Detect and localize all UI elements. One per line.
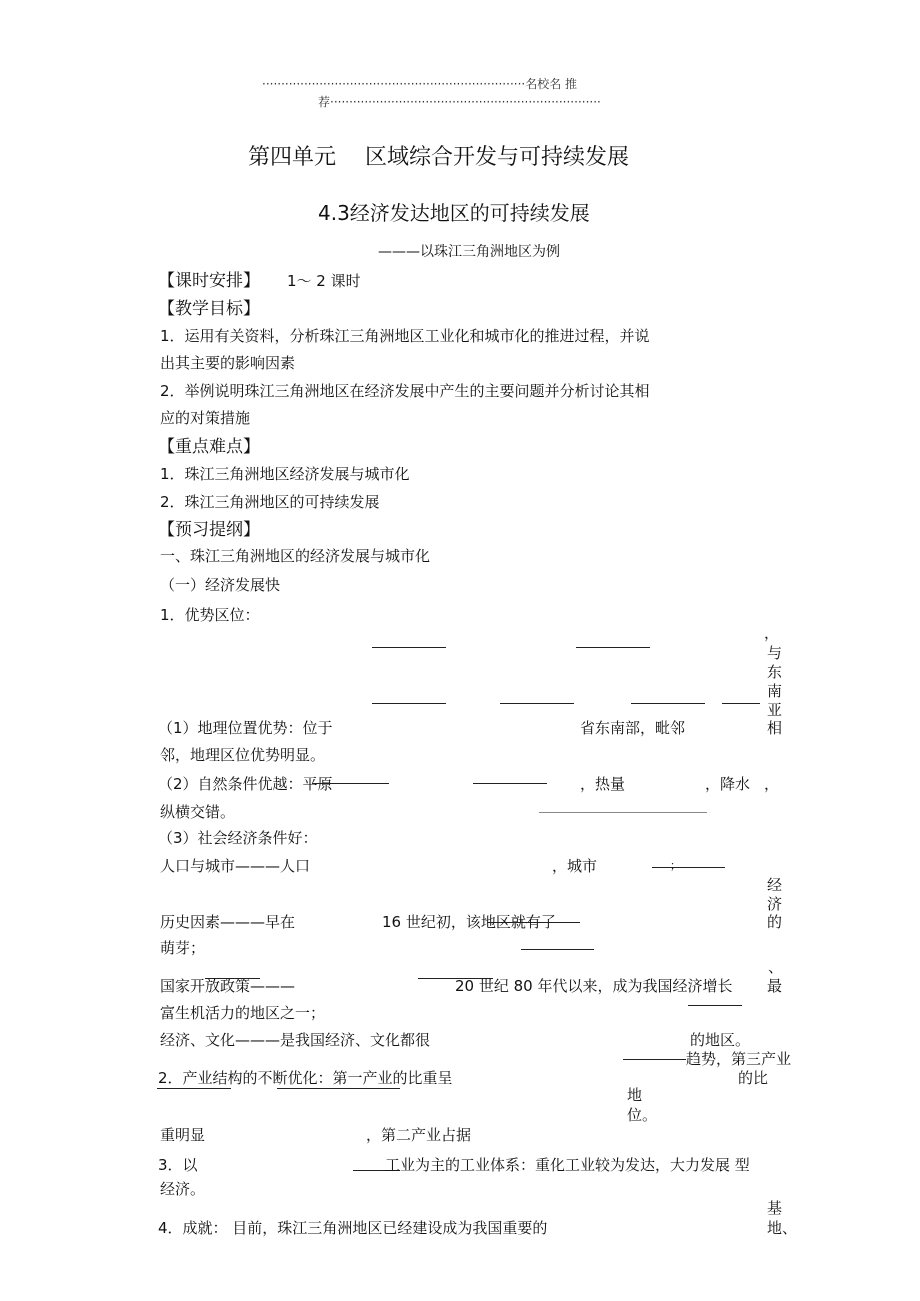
fill-blank	[500, 703, 574, 704]
industry-secondary: ，第二产业占据	[366, 1126, 472, 1144]
fill-blank	[372, 647, 446, 648]
goals-label: 【教学目标】	[158, 299, 260, 319]
item3-end: 经济。	[160, 1180, 206, 1198]
natural-end: 纵横交错。	[160, 803, 236, 821]
vertical-char: 亚	[767, 701, 783, 719]
industry-ratio: 的比	[738, 1069, 769, 1087]
culture-line: 经济、文化———是我国经济、文化都很	[160, 1031, 431, 1049]
population-line: 人口与城市———人口	[160, 857, 311, 875]
underline	[157, 1088, 231, 1089]
vertical-char: 位。	[627, 1106, 658, 1124]
fill-blank	[576, 647, 650, 648]
natural-conditions: （2）自然条件优越：平原	[158, 775, 333, 793]
header-line-1: ·····································································名校名 推	[262, 77, 578, 91]
item3-cont: 工业为主的工业体系：重化工业较为发达，大力发展 型	[385, 1156, 750, 1174]
vertical-char: 经	[767, 876, 783, 894]
geo-advantage-end: 邻，地理区位优势明显。	[160, 746, 326, 764]
history-line: 历史因素———早在	[160, 913, 296, 931]
key-point: 2．珠江三角洲地区的可持续发展	[160, 493, 380, 511]
goal-line: 应的对策措施	[160, 409, 251, 427]
item-heading: 1．优势区位：	[160, 606, 260, 624]
policy-line: 国家开放政策———	[160, 977, 296, 995]
enumeration-comma: 、	[768, 958, 784, 976]
strike-line	[623, 1059, 686, 1060]
case-note: ———以珠江三角洲地区为例	[378, 244, 560, 260]
comma: ，	[764, 624, 780, 642]
goal-line: 1．运用有关资料，分析珠江三角洲地区工业化和城市化的推进过程，并说	[160, 327, 650, 345]
item4-end: 地、	[767, 1219, 798, 1237]
natural-rain: ，降水	[705, 775, 751, 793]
header-line-2: 荐·······································································	[318, 95, 601, 109]
fill-blank	[688, 1005, 742, 1006]
industry-structure: 2．产业结构的不断优化：第一产业的比重呈	[158, 1069, 453, 1087]
underline	[277, 1088, 400, 1089]
fill-blank	[539, 812, 707, 813]
policy-char: 最	[767, 977, 783, 995]
fill-blank	[652, 867, 725, 868]
industry-cont: 重明显	[160, 1126, 206, 1144]
fill-blank	[631, 703, 705, 704]
vertical-char: 相	[767, 719, 783, 737]
subsection-heading: （一）经济发展快	[160, 576, 281, 594]
fill-blank	[372, 703, 446, 704]
history-end: 萌芽；	[160, 939, 206, 957]
goal-line: 2．举例说明珠江三角洲地区在经济发展中产生的主要问题并分析讨论其相	[160, 382, 650, 400]
lesson-title: 4.3经济发达地区的可持续发展	[318, 201, 590, 225]
comma: ，	[764, 775, 780, 793]
history-cont: 16 世纪初，该地区就有了	[382, 913, 556, 931]
social-conditions: （3）社会经济条件好：	[158, 829, 318, 847]
geo-advantage: （1）地理位置优势：位于	[158, 719, 333, 737]
section-heading: 一、珠江三角洲地区的经济发展与城市化	[160, 547, 431, 565]
industry-trend: 趋势，第三产业	[686, 1050, 792, 1068]
population-city: ，城市	[552, 857, 598, 875]
key-point: 1．珠江三角洲地区经济发展与城市化	[160, 465, 410, 483]
fill-blank	[722, 703, 760, 704]
vertical-char: 南	[767, 682, 783, 700]
culture-end: 的地区。	[690, 1031, 751, 1049]
item3: 3．以	[158, 1156, 198, 1174]
vertical-char: 济	[767, 895, 783, 913]
fill-blank	[521, 949, 594, 950]
semicolon: ；	[670, 859, 681, 872]
vertical-char: 东	[767, 663, 783, 681]
schedule-value: 1～ 2 课时	[287, 272, 361, 290]
item4: 4．成就： 目前，珠江三角洲地区已经建设成为我国重要的	[158, 1219, 548, 1237]
outline-label: 【预习提纲】	[158, 520, 260, 540]
goal-line: 出其主要的影响因素	[160, 354, 296, 372]
vertical-char: 基	[767, 1199, 783, 1217]
vertical-char: 与	[767, 644, 783, 662]
policy-end: 富生机活力的地区之一；	[160, 1004, 326, 1022]
fill-blank	[312, 783, 389, 784]
geo-advantage-cont: 省东南部，毗邻	[580, 719, 686, 737]
unit-title: 第四单元 区域综合开发与可持续发展	[248, 145, 629, 170]
vertical-char: 的	[767, 913, 783, 931]
schedule-label: 【课时安排】	[158, 271, 260, 291]
fill-blank	[473, 783, 547, 784]
strike-line	[487, 922, 580, 923]
policy-cont: 20 世纪 80 年代以来，成为我国经济增长	[455, 977, 733, 995]
key-points-label: 【重点难点】	[158, 437, 260, 457]
natural-heat: ，热量	[580, 775, 626, 793]
vertical-char: 地	[627, 1086, 643, 1104]
